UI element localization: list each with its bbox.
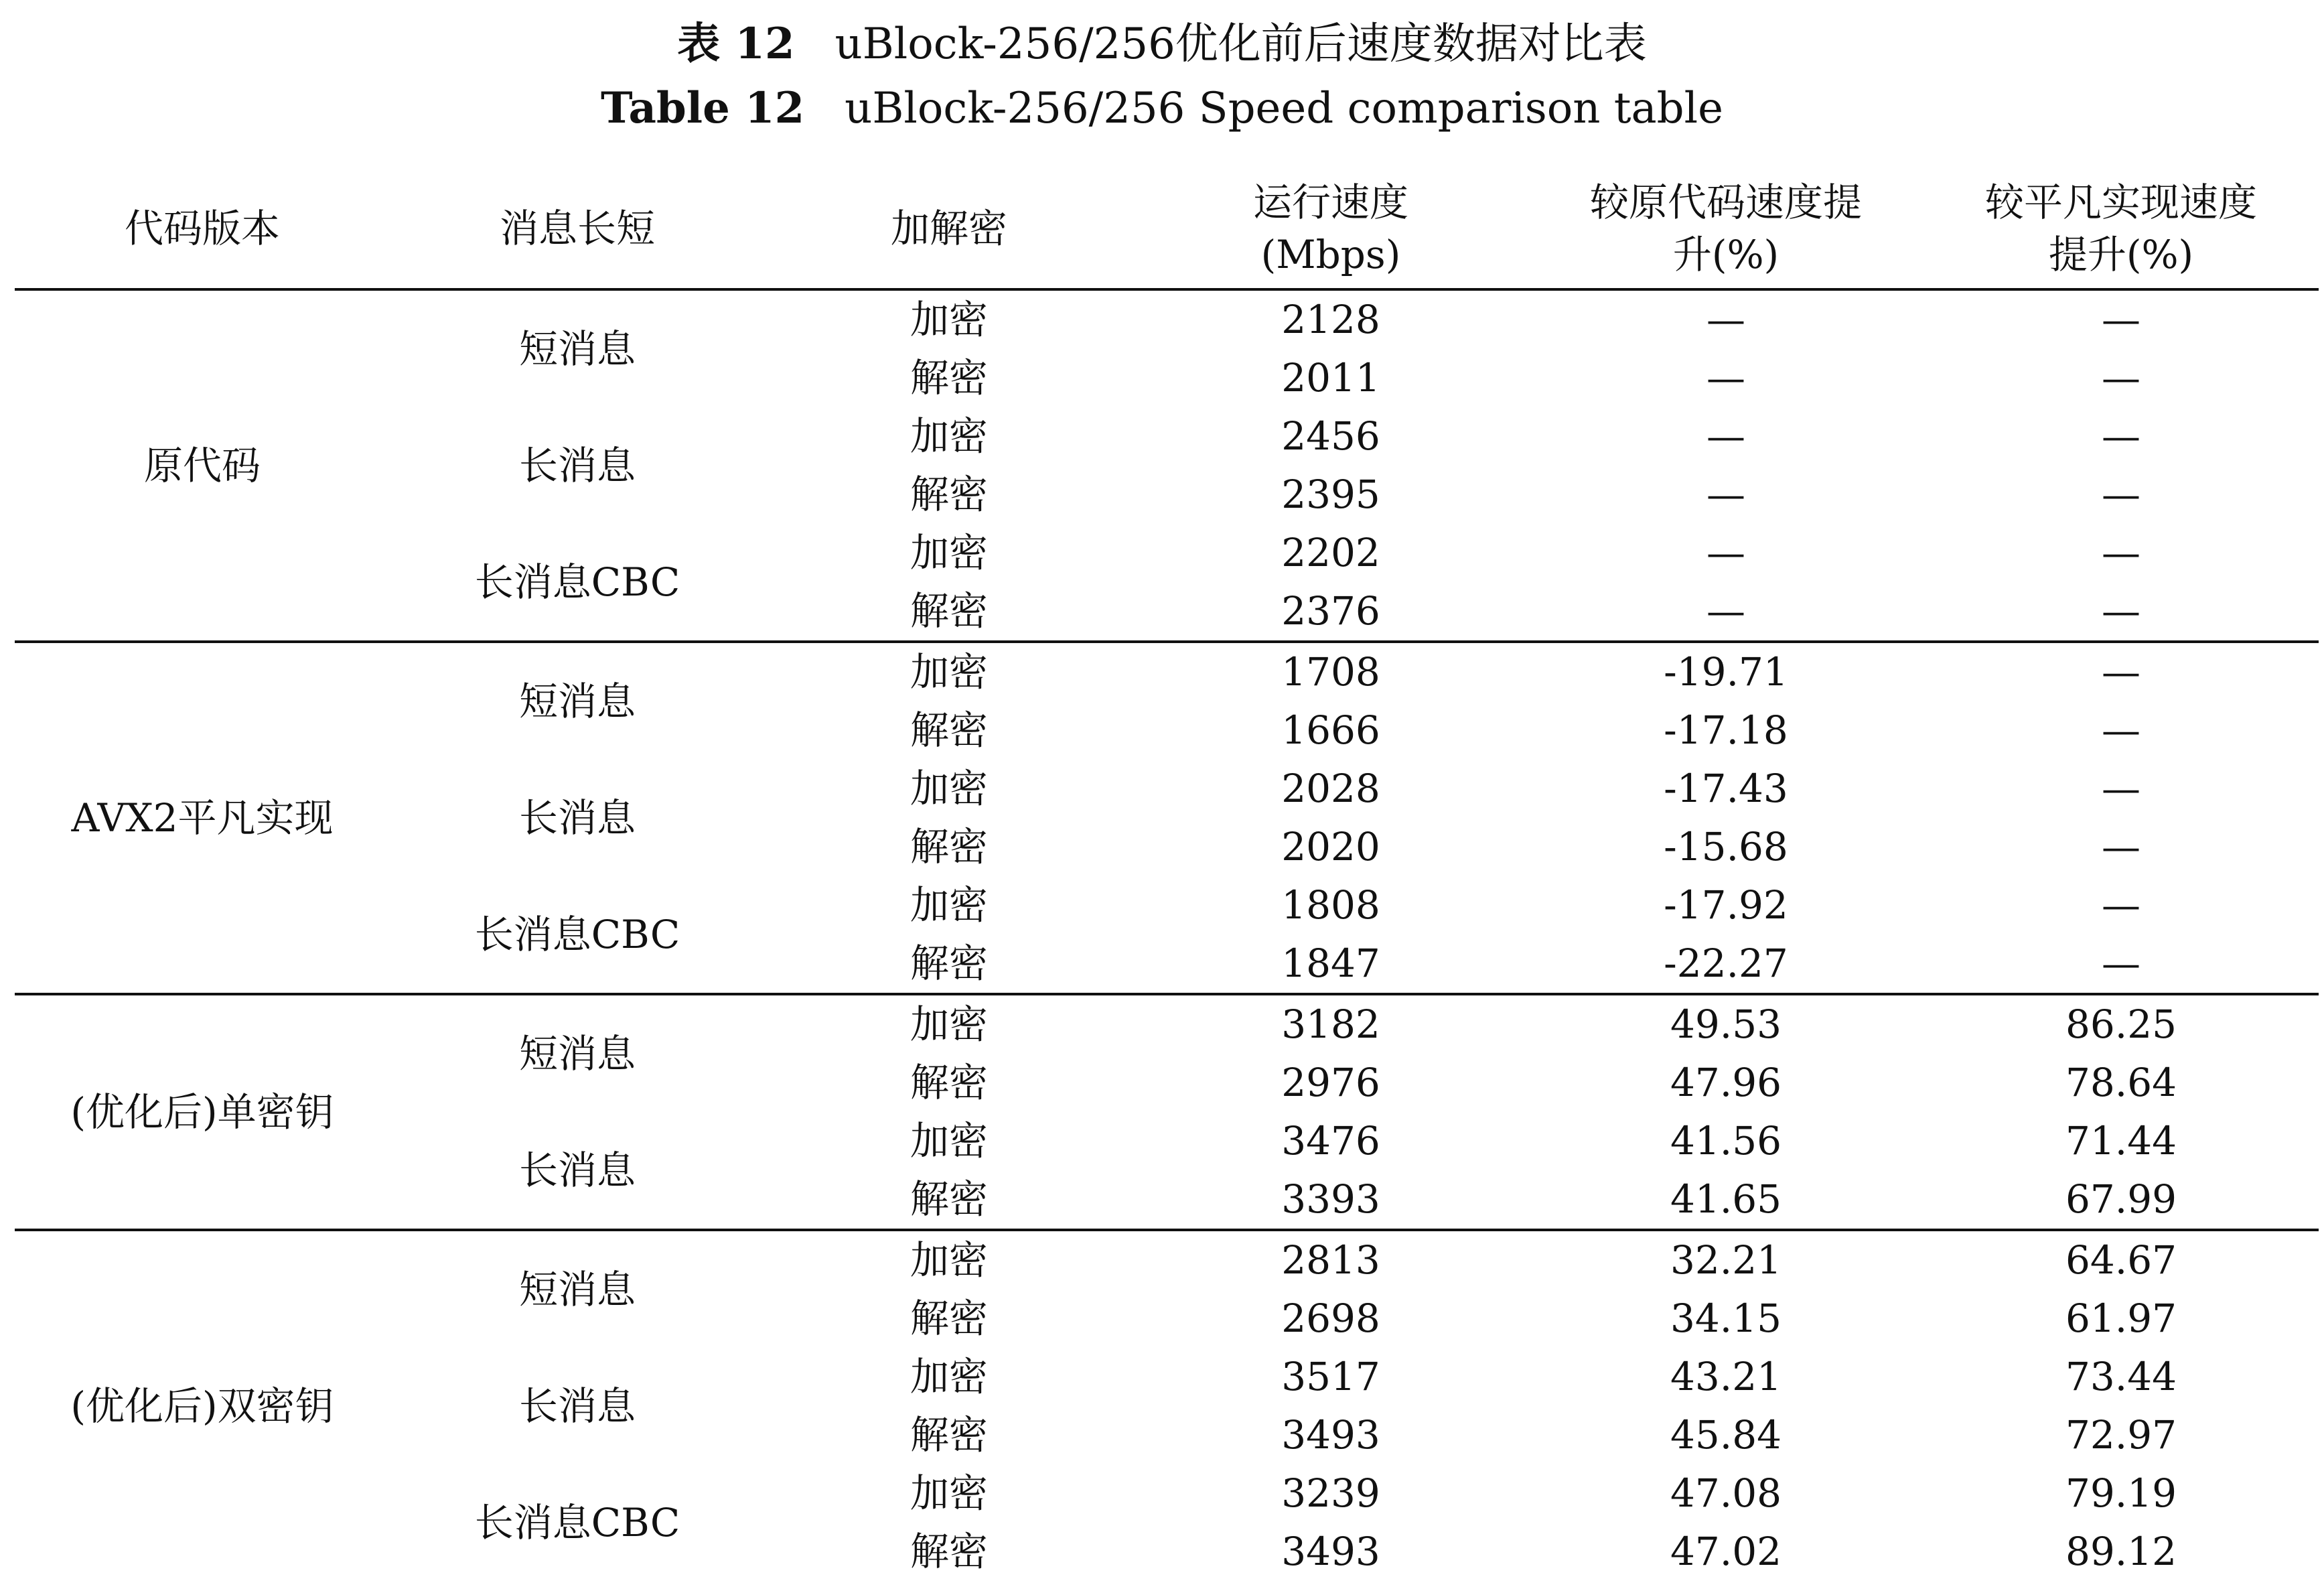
caption-number-english: Table 12 xyxy=(601,83,805,133)
cell-gain-vs-original: 47.96 xyxy=(1670,1060,1782,1105)
cell-gain-vs-plain: 72.97 xyxy=(2065,1412,2177,1458)
cell-gain-vs-plain: 86.25 xyxy=(1923,994,2319,1054)
cell-speed: 1847 xyxy=(1281,941,1380,986)
header-msg-length: 消息长短 xyxy=(390,169,765,289)
cell-speed: 1708 xyxy=(1133,642,1528,701)
cell-mode: 解密 xyxy=(910,472,988,517)
cell-version: AVX2平凡实现 xyxy=(15,642,390,994)
cell-msg-length: 长消息 xyxy=(518,1383,636,1429)
cell-mode: 解密 xyxy=(910,1529,988,1574)
table-caption-english xyxy=(0,83,2324,133)
table-row xyxy=(15,642,2319,701)
table-caption-chinese xyxy=(0,19,2324,69)
cell-gain-vs-original: -22.27 xyxy=(1664,941,1788,986)
cell-mode: 解密 xyxy=(910,355,988,401)
cell-mode: 加密 xyxy=(910,1354,988,1399)
cell-gain-vs-plain: — xyxy=(2102,413,2140,459)
cell-speed: 2376 xyxy=(1281,588,1380,634)
cell-mode: 解密 xyxy=(910,941,988,986)
cell-gain-vs-original: 41.65 xyxy=(1670,1176,1782,1222)
cell-mode: 加密 xyxy=(910,530,988,575)
cell-gain-vs-plain: — xyxy=(2102,766,2140,811)
cell-gain-vs-plain: — xyxy=(2102,941,2140,986)
header-version: 代码版本 xyxy=(15,169,390,289)
cell-gain-vs-plain: — xyxy=(2102,472,2140,517)
cell-msg-length: 长消息CBC xyxy=(474,559,680,605)
cell-speed: 3239 xyxy=(1281,1470,1380,1516)
cell-mode: 解密 xyxy=(910,1296,988,1341)
header-gain-vs-plain: 较平凡实现速度提升(%) xyxy=(1923,169,2319,289)
cell-mode: 加密 xyxy=(765,642,1133,701)
table-row xyxy=(15,994,2319,1054)
cell-gain-vs-original: 45.84 xyxy=(1670,1412,1782,1458)
cell-version: 原代码 xyxy=(143,442,261,488)
cell-msg-length: 短消息 xyxy=(518,326,636,372)
table-body xyxy=(15,289,2319,1581)
cell-msg-length: 长消息 xyxy=(518,1147,636,1193)
cell-speed: 1666 xyxy=(1281,707,1380,753)
table-row xyxy=(15,1230,2319,1290)
cell-gain-vs-original: -17.43 xyxy=(1664,766,1788,811)
cell-speed: 2976 xyxy=(1281,1060,1380,1105)
header-speed: 运行速度(Mbps) xyxy=(1133,169,1528,289)
cell-gain-vs-original: 32.21 xyxy=(1528,1230,1923,1290)
caption-title-chinese: uBlock-256/256优化前后速度数据对比表 xyxy=(834,19,1647,69)
cell-gain-vs-original: — xyxy=(1706,588,1745,634)
cell-gain-vs-plain: — xyxy=(2102,824,2140,870)
cell-mode: 加密 xyxy=(910,882,988,928)
cell-gain-vs-original: -17.92 xyxy=(1664,882,1788,928)
caption-title-english: uBlock-256/256 Speed comparison table xyxy=(845,84,1723,133)
cell-gain-vs-original: — xyxy=(1706,413,1745,459)
cell-mode: 解密 xyxy=(910,1412,988,1458)
header-mode: 加解密 xyxy=(765,169,1133,289)
cell-mode: 加密 xyxy=(910,766,988,811)
speed-comparison-table xyxy=(15,169,2319,1581)
cell-mode: 解密 xyxy=(910,707,988,753)
cell-gain-vs-original: — xyxy=(1706,297,1745,342)
cell-mode: 解密 xyxy=(910,1060,988,1105)
cell-gain-vs-plain: 79.19 xyxy=(2065,1470,2177,1516)
cell-speed: 2698 xyxy=(1281,1296,1380,1341)
cell-speed: 3517 xyxy=(1281,1354,1380,1399)
cell-mode: 加密 xyxy=(765,994,1133,1054)
cell-speed: 1808 xyxy=(1281,882,1380,928)
cell-speed: 3493 xyxy=(1281,1412,1380,1458)
cell-mode: 加密 xyxy=(910,413,988,459)
cell-version: (优化后)双密钥 xyxy=(15,1230,390,1581)
cell-gain-vs-plain: 61.97 xyxy=(2065,1296,2177,1341)
cell-gain-vs-original: -17.18 xyxy=(1664,707,1788,753)
cell-msg-length: 长消息 xyxy=(518,442,636,488)
cell-gain-vs-original: 41.56 xyxy=(1670,1118,1782,1164)
cell-gain-vs-plain: 73.44 xyxy=(2065,1354,2177,1399)
cell-speed: 2813 xyxy=(1133,1230,1528,1290)
cell-mode: 解密 xyxy=(910,824,988,870)
cell-speed: 2020 xyxy=(1281,824,1380,870)
cell-msg-length: 长消息CBC xyxy=(474,911,680,957)
cell-mode: 加密 xyxy=(910,1118,988,1164)
cell-msg-length: 长消息 xyxy=(518,794,636,841)
cell-gain-vs-original: — xyxy=(1706,472,1745,517)
cell-speed: 2011 xyxy=(1281,355,1380,401)
cell-gain-vs-original: -15.68 xyxy=(1664,824,1788,870)
cell-version: (优化后)单密钥 xyxy=(15,994,390,1230)
cell-msg-length: 短消息 xyxy=(390,642,765,760)
cell-speed: 2395 xyxy=(1281,472,1380,517)
cell-gain-vs-plain: 64.67 xyxy=(1923,1230,2319,1290)
cell-speed: 3393 xyxy=(1281,1176,1380,1222)
cell-speed: 2028 xyxy=(1281,766,1380,811)
cell-speed: 2202 xyxy=(1281,530,1380,575)
cell-mode: 加密 xyxy=(910,1470,988,1516)
cell-gain-vs-plain: 78.64 xyxy=(2065,1060,2177,1105)
cell-msg-length: 长消息CBC xyxy=(474,1499,680,1545)
cell-speed: 2456 xyxy=(1281,413,1380,459)
cell-gain-vs-original: -19.71 xyxy=(1528,642,1923,701)
cell-speed: 3493 xyxy=(1281,1529,1380,1574)
caption-number-chinese: 表 12 xyxy=(677,19,795,69)
cell-mode: 加密 xyxy=(765,1230,1133,1290)
cell-mode: 解密 xyxy=(910,588,988,634)
cell-gain-vs-plain: — xyxy=(2102,530,2140,575)
cell-mode: 加密 xyxy=(910,297,988,342)
header-gain-vs-original: 较原代码速度提升(%) xyxy=(1528,169,1923,289)
cell-gain-vs-original: 49.53 xyxy=(1528,994,1923,1054)
cell-mode: 解密 xyxy=(910,1176,988,1222)
cell-gain-vs-plain: 67.99 xyxy=(2065,1176,2177,1222)
cell-gain-vs-plain: — xyxy=(2102,882,2140,928)
cell-gain-vs-plain: — xyxy=(2102,707,2140,753)
cell-gain-vs-plain: — xyxy=(2102,297,2140,342)
cell-gain-vs-original: 34.15 xyxy=(1670,1296,1782,1341)
cell-gain-vs-original: — xyxy=(1706,530,1745,575)
cell-gain-vs-original: — xyxy=(1706,355,1745,401)
cell-speed: 3182 xyxy=(1133,994,1528,1054)
cell-gain-vs-original: 47.02 xyxy=(1670,1529,1782,1574)
cell-gain-vs-original: 43.21 xyxy=(1670,1354,1782,1399)
cell-gain-vs-plain: — xyxy=(2102,355,2140,401)
cell-speed: 2128 xyxy=(1281,297,1380,342)
cell-gain-vs-plain: 71.44 xyxy=(2065,1118,2177,1164)
cell-msg-length: 短消息 xyxy=(390,994,765,1112)
cell-msg-length: 短消息 xyxy=(390,1230,765,1348)
cell-gain-vs-original: 47.08 xyxy=(1670,1470,1782,1516)
cell-gain-vs-plain: 89.12 xyxy=(2065,1529,2177,1574)
cell-speed: 3476 xyxy=(1281,1118,1380,1164)
cell-gain-vs-plain: — xyxy=(2102,588,2140,634)
header-row xyxy=(15,169,2319,289)
table-row xyxy=(15,289,2319,349)
cell-gain-vs-plain: — xyxy=(1923,642,2319,701)
